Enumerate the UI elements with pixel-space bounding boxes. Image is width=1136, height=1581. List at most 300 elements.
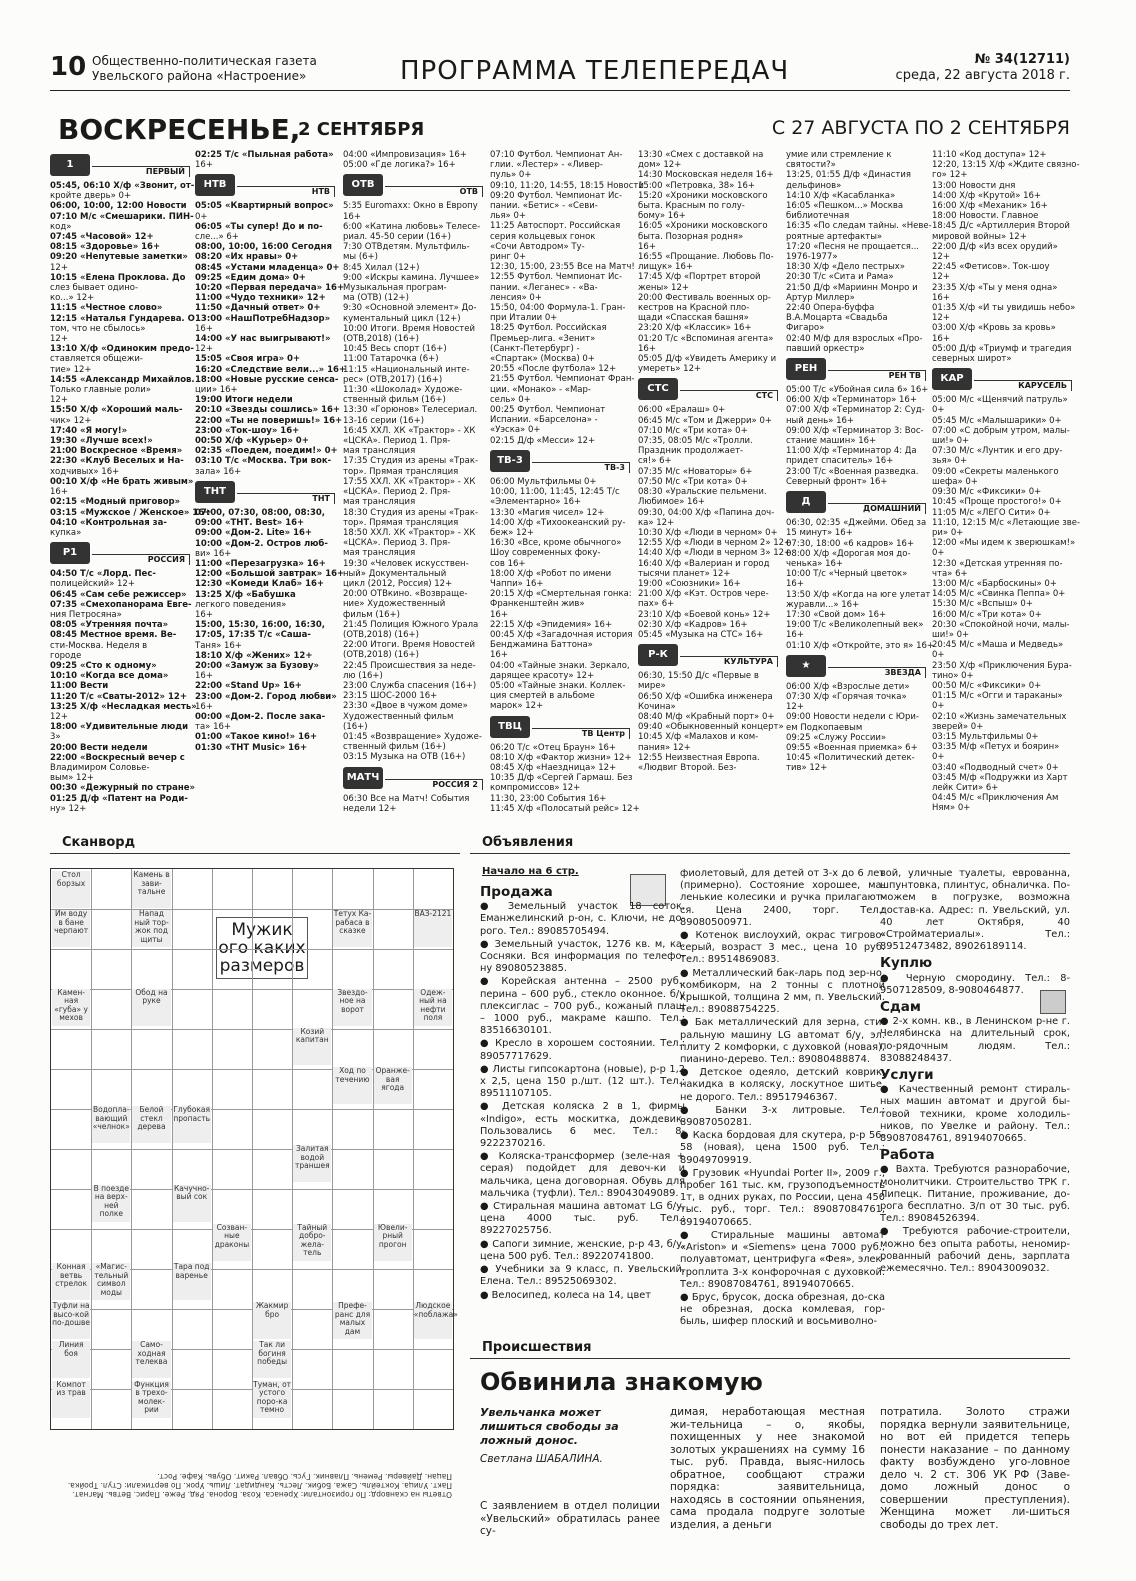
ads-rule [470,853,1070,854]
program-line: 12:30, 15:00, 23:55 Все на Матч! [490,262,635,273]
program-line: Музыкальная програм- [343,283,447,294]
program-line: 15:00, 15:30, 16:00, 16:30, [195,620,326,631]
program-line: «ЦСКА». Период 1. Пря- [343,436,451,447]
program-line: 07:35 «Смехопанорама Евге- [50,599,192,610]
program-line: журавли...» 16+ [786,599,860,610]
program-line: та» 16+ [195,722,232,733]
program-line: 23:00 «Ток-шоу» 16+ [195,425,300,436]
program-line: ния Петросяна» [50,609,122,620]
program-line: Северный фронт» 16+ [786,476,888,487]
scanword-clue-cell: Ход по течению [333,1067,371,1104]
program-line: 20:10 «Звезды сошлись» 16+ [195,405,341,416]
channel-logo-icon: ТВ-3 [490,450,530,472]
program-line: пуль» 0+ [490,170,532,181]
program-line: 19:30 «Человек искусствен- [343,558,469,569]
program-line: 08:20 «Их нравы» 0+ [195,252,299,263]
program-line: 12:00 «Мы идем к зверюшкам!» [932,538,1076,549]
program-line: 02:15 «Модный приговор» [50,497,181,508]
program-line: 21:45 Полиция Южного Урала [343,619,479,630]
program-line: 19:30 «Лучше всех!» [50,436,153,447]
program-line: Художественный фильм [343,711,454,722]
scanword-clue-cell: «Магис-тельный символ моды [92,1263,130,1300]
program-line: 16+ [490,609,508,620]
program-line: марок» 12+ [490,701,544,712]
program-line: 00:30 «Дежурный по стране» [50,783,195,794]
program-line: том, что не сбылось» [50,323,146,334]
program-line: 21:00 Воскресное «Время» [50,446,183,457]
program-line: 09:55 «Военная приемка» 6+ [786,742,918,753]
program-line: 14:00 Х/ф «Тихоокеанский ру- [490,517,626,528]
program-line: 07:50 М/с «Три кота» 0+ [638,476,748,487]
program-line: 10:20 «Первая передача» 16+ [195,283,345,294]
program-line: 02:10 «Жизнь замечательных [932,711,1067,722]
program-line: 04:50 Т/с «Лорд. Пес- [50,569,156,580]
program-line: 20:00 ОТВкино. «Возвраще- [343,589,468,600]
program-line: Праздник продолжает- [638,446,744,457]
program-line: 05:45 М/с «Малышарики» 0+ [932,415,1062,426]
program-line: 6:00 «Катина любовь» Телесе- [343,221,481,232]
program-line: 13:00 М/с «Барбоскины» 0+ [932,578,1057,589]
ad-category-heading: Сдам [880,999,921,1016]
program-line: кументальный цикл (12+) [343,313,461,324]
ad-item: ● Велосипед, колеса на 14, цвет [480,1289,651,1301]
program-line: ленсия» 0+ [490,292,542,303]
scanword-clue-cell: Камень в зави-тальне [132,871,170,908]
program-line: 00:50 Х/ф «Курьер» 0+ [195,436,309,447]
program-line: 16+ [195,160,213,171]
program-line: «ЦСКА». Период 2. Пря- [343,487,451,498]
program-line: ный» Документальный [343,568,447,579]
program-line: 12:30 «Комеди Клаб» 16+ [195,579,325,590]
program-line: 13:25 Х/ф «Несладкая месть» [50,701,197,712]
program-line: 11:30, 23:00 События 16+ [490,793,607,804]
channel-name: ТНТ [237,493,335,504]
program-line: 07:30, 18:00 «6 кадров» 16+ [786,538,915,549]
program-line: 06:00, 10:00, 12:00 Новости [50,201,187,212]
program-line: 11:05 М/с «ЛЕГО Сити» 0+ [932,507,1051,518]
program-line: Фигаро» [786,323,825,334]
program-line: 05:05 Д/ф «Увидеть Америку и [638,354,777,365]
program-line: 23:30 «Двое в чужом доме» [343,701,468,712]
program-line: легкого поведения» [195,599,287,610]
channel-name: РОССИЯ 2 [385,779,483,790]
program-line: «Элементарно» 16+ [490,497,582,508]
program-line: 16:20 «Следствие вели...» 16+ [195,364,347,375]
program-line: 0+ [932,752,945,763]
page-header [50,52,1070,88]
channel-logo-icon: ★ [786,655,826,677]
program-line: 08:45 Х/ф «Наездница» 12+ [490,762,617,773]
program-line: 10:00, 11:00, 11:45, 12:45 Т/с [490,487,620,498]
program-line: Таня» 16+ [195,640,242,651]
program-line: 20:00 «Замуж за Бузову» [195,660,320,671]
program-line: 13:50 Х/ф «Когда на юге улетат [786,589,931,600]
program-line: 23:50 Х/ф «Приключения Бура- [932,660,1072,671]
program-line: 8:45 Хилал (12+) [343,262,420,273]
program-line: Премьер-лига. «Зенит» [490,333,596,344]
program-line: 12:30 «Детская утренняя по- [932,558,1063,569]
grid-line [212,869,213,1429]
program-line: 11:00 «Чудо техники» 12+ [195,293,326,304]
program-line: 17:20 «Песня не прощается... [786,241,919,252]
program-line: 7:30 ОТВдетям. Мультфиль- [343,242,470,253]
program-line: 10:35 Д/ф «Сергей Гармаш. Без [490,773,633,784]
program-line: чта» 6+ [932,568,968,579]
program-line: 05:45, 06:10 Х/ф «Звонит, от- [50,181,195,191]
program-line: 19:00 Итоги недели [195,395,293,406]
program-line: 22:00 Д/ф «Из всех орудий» [932,241,1058,252]
grid-line [332,869,333,1429]
channel-header [343,174,483,198]
ad-item: фиолетовый, для детей от 3-х до 6 лет (примерно). Состояние хорошее, ма-ленькие колесики и ручка прилагают-ся. Цена 2400, торг. Тел.: 89080500971. [680,868,885,928]
program-line: 0+ [195,211,208,222]
program-line: 22:30 «Клуб Веселых и На- [50,456,184,467]
program-line: 10:00 «Дом-2. Остров люб- [195,538,328,549]
program-line: тор». Прямая трансляция [343,517,459,528]
program-line: «ЦСКА». Период 3. Пря- [343,538,451,549]
program-line: 09:00 Х/ф «Терминатор 3: Вос- [786,425,924,436]
ad-item: ● Банки 3-х литровые. Тел.: 89087050281. [680,1104,885,1129]
program-line: 16:00 Х/ф «Механик» 16+ [932,201,1048,212]
program-line: 06:30, 15:50 Д/с «Первые в [638,671,759,682]
program-line: 12:15 «Наталья Гундарева. О [50,313,195,324]
program-line: бому» 16+ [638,211,686,222]
program-line: ченька» 16+ [786,558,844,569]
program-line: 09:30 М/с «Фиксики» 0+ [932,487,1042,498]
program-line: 09:20 «Непутевые заметки» [50,252,188,263]
program-line: 07:30 М/с «Лунтик и его дру- [932,446,1063,457]
program-line: 10:45 Х/ф «Малахов и ком- [638,732,759,743]
program-line: 07:35 М/с «Новаторы» 6+ [638,466,753,477]
tv-column-7 [932,150,1081,814]
channel-header [638,644,778,668]
program-line: 16:30 «Все, кроме обычного» [490,538,622,549]
program-line: 12+ [50,262,68,273]
program-line: 15:05 «Своя игра» 0+ [195,354,301,365]
ad-item: ● Земельный участок 18 соток, Еманжелинский р-он, с. Ключи, не до-рого. Тел.: 89085705494. [480,901,685,937]
program-line: ну» 12+ [50,803,87,814]
program-line: 17:05, 17:35 Т/с «Саша- [195,630,311,641]
program-line: 10:10 «Когда все дома» [50,671,169,682]
program-line: 20:55 «После футбола» 12+ [490,364,617,375]
program-line: 16+ [786,579,804,590]
program-line: дом» 12+ [638,160,682,171]
program-line: 06:30, 02:35 «Джейми. Обед за [786,518,927,529]
incident-headline: Обвинила знакомую [480,1368,763,1396]
program-line: 03:15 Музыка на ОТВ (16+) [343,752,466,763]
program-line: ка» 12+ [638,517,675,528]
program-line: 20:30 Т/с «Сита и Рама» [786,272,894,283]
scanword-clue-cell: Тетух Ка-рабаса в сказке [333,910,371,947]
ads-column-3 [880,868,1070,1308]
program-line: 21:55 Футбол. Чемпионат Фран- [490,374,635,385]
program-line: 16+ [638,241,656,252]
program-line: ши!» 0+ [932,436,970,447]
program-line: 16+ [932,333,950,344]
program-line: 10:00 Итоги. Время Новостей [343,323,475,334]
ads-column-1 [480,882,685,1310]
program-line: В.А.Моцарта «Свадьба [786,313,888,324]
program-line: 09:20 Футбол. Чемпионат Ис- [490,190,623,201]
program-line: ставляется общежи- [50,354,143,365]
program-line: 07:30 Х/ф «Горячая точка» [786,691,907,702]
channel-name: ОТВ [385,186,483,197]
program-line: 13-16 серии (16+) [343,415,425,426]
channel-header [50,542,190,566]
scanword-grid [50,868,458,1430]
program-line: 15 минут» 16+ [786,528,853,539]
program-line: 09:00 «ТНТ. Best» 16+ [195,518,305,529]
program-line: 22:00 «Ты не поверишь!» 16+ [195,415,343,426]
channel-logo-icon: СТС [638,378,678,400]
program-line: Кочина» [638,701,676,712]
program-line: 06:45 «Сам себе режиссер» [50,589,187,600]
program-line: 11:15 «Честное слово» [50,303,163,314]
scanword-clue-cell: Камен-ная «губа» у мехов [52,989,90,1026]
program-line: 11:50 «Дачный ответ» 0+ [195,303,321,314]
ad-item: ● Стиральная машина автомат LG б/у, цена 4000 тыс. руб. Тел.: 89227025756. [480,1201,685,1237]
program-line: лейк Сити» 6+ [932,782,999,793]
scanword-clue-cell: Напад ный тор-жок под щиты [132,910,170,947]
program-line: 06:00 «Ералаш» 0+ [638,405,726,416]
channel-name: ПЕРВЫЙ [92,166,190,177]
scanword-clue-cell: Туфли на высо-кой по-дошве [52,1302,90,1339]
program-line: 12+ [932,252,950,263]
program-line: Ням» 0+ [932,803,971,814]
program-line: Чаппи» 16+ [490,578,544,589]
program-line: 22:00 «Воскресный вечер с [50,752,185,763]
program-line: 08:10 Х/ф «Фактор жизни» 12+ [490,752,632,763]
program-line: 23:00 Служба спасения (16+) [343,680,477,691]
program-line: тив» 12+ [786,763,828,774]
scanword-clue-cell: Тайный добро-жела-тель [293,1224,331,1261]
program-line: 11:00 Х/ф «Терминатор 4: Да [786,446,917,457]
scanword-clue-cell: Стол борзых [52,871,90,908]
ad-item: ● Кресло в хорошем состоянии. Тел.: 89057717629. [480,1038,685,1062]
program-line: пах» 6+ [638,599,675,610]
ad-category-heading: Услуги [880,1067,934,1084]
scanword-clue-cell: Ювели-рный прогон [374,1224,412,1261]
program-line: святости?» [786,160,836,171]
program-line: Артур Миллер» [786,292,855,303]
program-line: 09:40 «Обыкновенный концерт» [638,722,784,733]
scanword-clue-cell: Оранже-вая ягода [374,1067,412,1104]
program-line: 14:30 Московская неделя 16+ [638,170,774,181]
program-line: ция смертей в альбоме [490,691,595,702]
scanword-clue-cell: Функция в трехо-молек-рии [132,1381,170,1418]
program-line: тино» 0+ [932,670,974,681]
tv-column-3 [343,150,483,814]
newspaper-name: Общественно-политическая газета Увельского района «Настроение» [92,54,317,83]
program-line: 17:40 «Я могу!» [50,425,128,436]
program-line: 17:45 Х/ф «Портрет второй [638,272,761,283]
channel-logo-icon: ОТВ [343,174,383,196]
ad-item: ● 2-х комн. кв., в Ленинском р-не г. Челябинска на длительный срок, по-рядочным людям. Тел.: 83088248437. [880,1016,1070,1064]
program-line: 13:00 Новости дня [932,180,1016,191]
scanword-clue-cell: Глубокая пропасть [173,1106,211,1143]
ad-item: ● Стиральные машины автомат «Ariston» и «Siemens» цена 7000 руб., полуавтомат, центрифуга «Фея», элек-троплита 3-х конфорочная с духовкой. Тел.: 89087084761, 89194070665. [680,1229,885,1290]
program-line: 06:00 Х/ф «Терминатор» 16+ [786,395,917,406]
program-line: 00:00 «Дом-2. После зака- [195,711,326,722]
program-line: 18:30 Х/ф «Дело пестрых» [786,262,906,273]
channel-header [786,358,926,382]
program-line: серия кольцевых гонок [490,231,596,242]
program-line: глии. «Лестер» - «Ливер- [490,160,603,171]
channel-logo-icon: Р-К [638,644,678,666]
program-line: 22:45 Происшествия за неде- [343,660,476,671]
program-line: мире» [638,681,666,692]
program-line: зверей» 0+ [932,721,984,732]
program-line: 09:00 «Секреты маленького [932,466,1059,477]
program-line: 04:00 «Тайные знаки. Зеркало, [490,660,630,671]
scanword-clue-cell: Префе-ранс для малых дам [333,1302,371,1339]
program-line: 02:40 М/ф для взрослых «Про- [786,333,923,344]
program-line: 08:15 «Здоровье» 16+ [50,242,161,253]
program-line: пании. «Бетис» - «Севи- [490,201,598,212]
program-line: 01:25 Д/ф «Патент на Роди- [50,793,188,804]
scanword-clue-cell: Тара под варенье [173,1263,211,1300]
program-line: 16+ [195,671,213,682]
tv-column-1 [50,150,212,814]
program-line: 06:20 Т/с «Отец Браун» 16+ [490,742,617,753]
program-line: 07:35, 08:05 М/с «Тролли. [638,436,753,447]
program-line: 05:00 Т/с «Убойная сила 6» 16+ [786,385,929,396]
scanword-clue-cell: Козий капитан [293,1028,331,1065]
program-line: ри» 0+ [932,527,964,538]
program-line: мая трансляция [343,548,416,559]
grid-line [373,869,374,1429]
program-line: Шоу современных фоку- [490,548,601,559]
program-line: 10:45 Весь спорт (16+) [343,344,447,355]
program-line: беж» 12+ [490,527,534,538]
ad-category-heading: Продажа [480,884,553,900]
program-line: 10:00 Т/с «Черный цветок» [786,569,908,580]
channel-name: ЗВЕЗДА [828,667,926,678]
channel-name: РОССИЯ [92,554,190,565]
program-line: умереть» 12+ [638,364,702,375]
scanword-big-clue: Мужик ого каких размеров [216,917,308,979]
ad-item: ● Бак металлический для зерна, сти-ральную машину LG автомат б/у, эл. плиту 2 комфорки, с духовкой (новая), пианино-дерево. Тел.: 89080488874. [680,1017,885,1066]
program-line: 02:30 Х/ф «Кадров» 16+ [638,619,748,630]
program-line: 16+ [50,487,68,498]
scanword-clue-cell: Звездо-ное на ворот [333,989,371,1026]
program-line: 12+ [50,334,68,345]
ad-item: вой, уличные туалеты, еврованна, шпунтовка, плинтус, обналичка. По-можем в погрузке, возможна достав-ка. Адрес: п. Увельский, ул. 40 лет Октября, 40 «Стройматериалы». Тел.: 89512473482, 89026189114. [880,868,1070,953]
ad-item: ● Вахта. Требуются разнорабочие, монолитчики. Строительство ТРК г. Липецк. Питание, проживание, до-рога бесплатно. З/п от 30 тыс. руб. Тел.: 89084526394. [880,1164,1070,1225]
incident-text-2: димая, неработающая местная жи-тельница – о, якобы, похищенных у нее знакомой золотых украшениях на сумму 16 тыс. руб. Правда, выяс-нилось обратное, сообщают стражи порядка: заявительница, находясь в состоянии опьянения, сама продала подруге золотые изделия, а деньги [670,1406,865,1531]
channel-header [932,368,1072,392]
day-heading [58,113,1070,146]
program-line: 21:00 Х/ф «Кэт. Остров чере- [638,589,769,600]
grid-line [413,869,414,1429]
program-line: 05:00 М/с «Щенячий патруль» [932,395,1068,406]
scanword-clue-cell: Обод на руке [132,989,170,1026]
program-line: ма (ОТВ) (12+) [343,293,409,304]
program-line: 21:50 Д/ф «Мариинн Монро и [786,282,918,293]
program-line: 00:10 Х/ф «Не брать живым» [50,476,194,487]
scanword-clue-cell: Качучно-вый сок [173,1185,211,1222]
program-line: 18:45 Д/с «Артиллерия Второй [932,221,1070,232]
ad-item: ● Грузовик «Hyundai Porter II», 2009 г., пробег 161 тыс. км, грузоподъемность 1т, в одних руках, по России, цена 450 тыс. руб., торг. Тел.: 89087084761, 89194070665. [680,1167,885,1228]
program-line: 12:55 Футбол. Чемпионат Ис- [490,272,623,283]
program-line: 5:35 Euromaxx: Окно в Европу [343,201,478,212]
program-line: ние» Художественный [343,599,446,610]
program-line: 11:20 Т/с «Сваты-2012» 12+ [50,691,187,702]
program-line: 14:05 М/с «Свинка Пеппа» 0+ [932,589,1066,600]
program-line: 02:35 «Поедем, поедим!» 0+ [195,446,338,457]
ad-item: ● Качественный ремонт стираль-ных машин автомат и другой бы-товой техники, кроме холодиль-ников, по Увелке и району. Тел.: 89087084761, 89194070665. [880,1084,1070,1145]
program-line: 11:10 «Код доступа» 12+ [932,150,1047,160]
scanword-clue-cell: Жакмир бро [253,1302,291,1339]
program-line: 01:00 «Такое кино!» 16+ [195,732,318,743]
program-line: дарящее красоту» 12+ [490,670,595,681]
channel-logo-icon: Д [786,491,826,513]
grid-line [172,869,173,1429]
program-line: 1976-1977» [786,252,838,263]
program-line: 11:25 Автоспорт. Российская [490,221,621,232]
channel-logo-icon: РЕН [786,358,826,380]
program-line: лищук» 16+ [638,262,693,273]
ad-item: ● Корейская антенна – 2500 руб., перина – 600 руб., стекло оконное. б/у плексиглас – 700 руб., кожаный плащ – 1000 руб., макраме кашпо. Тел.: 83516630101. [480,976,685,1037]
ad-item: ● Черную смородину. Тел.: 8-9507128509, 8-9080464877. [880,972,1070,996]
tv-column-4 [490,150,644,814]
program-line: 9:00 «Искры камина. Лучшее» [343,272,480,283]
ad-item: ● Сапоги зимние, женские, р-р 43, б/у, цена 500 руб. Тел.: 89220741800. [480,1238,685,1262]
program-line: 03:15 Мультфильмы 0+ [932,731,1039,742]
program-line: 06:45 М/с «Том и Джерри» 0+ [638,415,772,426]
weekday: ВОСКРЕСЕНЬЕ, [58,113,301,146]
channel-logo-icon: 1 [50,154,90,176]
ad-category-heading: Работа [880,1147,935,1164]
program-line: 01:45 «Возвращение» Художе- [343,731,482,742]
program-line: 11:30 «Шоколад» Художе- [343,385,463,396]
program-line: 16:05 «Пешком...» Москва [786,201,904,212]
program-line: 03:10 Т/с «Москва. Три вок- [195,456,332,467]
program-line: 11:15 «Национальный инте- [343,364,470,375]
scanword-title: Сканворд [62,835,136,850]
program-line: умие или стремление к [786,150,892,160]
program-line: 01:30 «THT Music» 16+ [195,742,308,753]
scanword-clue-cell: Туман, от устого поро-ка темно [253,1381,291,1418]
program-line: библиотечная [786,211,850,222]
program-line: 16:05 «Хроники московского [638,221,768,232]
issue-info: № 34(12711) среда, 22 августа 2018 г. [895,52,1070,83]
program-line: придет спаситель» 16+ [786,456,894,467]
program-line: 04:00 «Импровизация» 16+ [343,150,467,160]
program-line: 06:05 «Ты супер! До и по- [195,221,323,232]
program-line: 0+ [932,548,945,559]
program-line: 15:30 М/с «Вспыш» 0+ [932,599,1033,610]
program-line: при Италии 0+ [490,313,558,324]
program-line: Бенджамина Баттона» [490,640,593,651]
program-line: купка» [50,527,82,538]
program-line: 15:20 «Хроники московского [638,190,768,201]
program-line: 04:45 М/с «Приключения Ам [932,793,1059,804]
channel-logo-icon: Р1 [50,542,90,564]
program-line: ринг 0+ [490,252,527,263]
program-line: пании. «Леганес» - «Ва- [490,282,598,293]
program-line: 17:55 ХХЛ. ХК «Трактор» - ХК [343,476,476,487]
incident-rule [470,1358,1070,1359]
program-line: 11:00 Татарочка (6+) [343,354,439,365]
header-rule [50,90,1070,91]
scanword-clue-cell: Залитая водой траншея [293,1145,331,1182]
program-line: 16:45 ХХЛ. ХК «Трактор» - ХК [343,425,476,436]
program-line: 02:25 Т/с «Пыльная работа» [195,150,334,160]
scanword-clue-cell: ВАЗ-2121 [414,910,452,947]
program-line: 09:00 Новости недели с Юри- [786,712,919,723]
program-line: 11:00 Вести [50,681,109,692]
